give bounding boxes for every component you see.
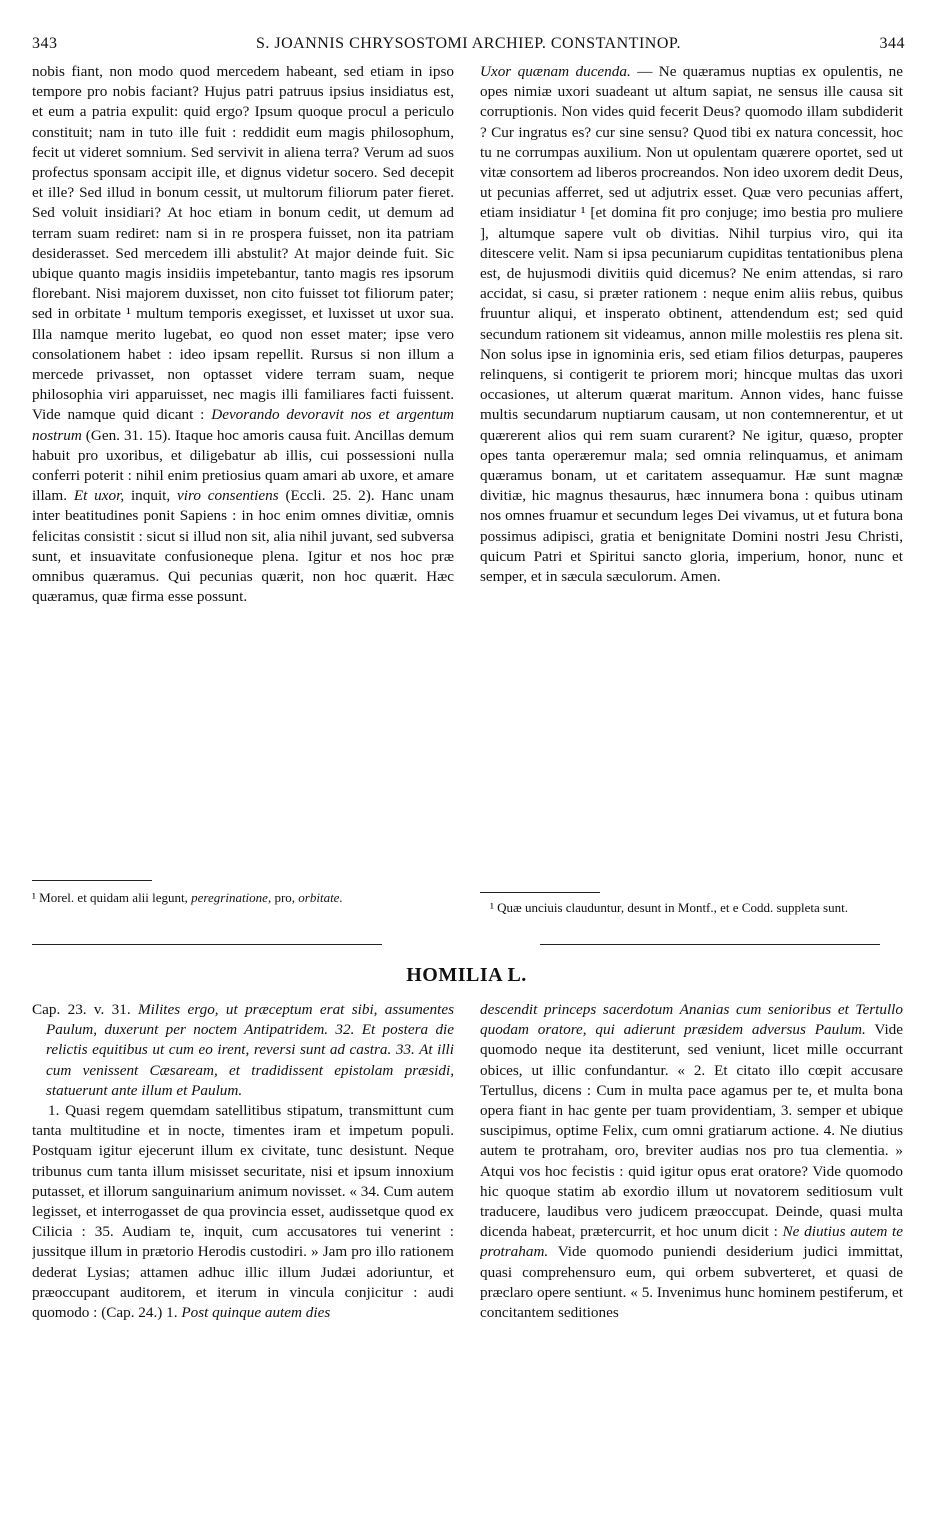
chapter-ref: Cap. 23. v. 31. [32,1001,131,1018]
upper-left-text-2: Itaque hoc amoris causa fuit. Ancillas demum habuit pro uxoribus, et diligebatur ab illis, cui possessioni nulla conferri poterit : nihil enim pretiosius quam amari ab uxore, et amare illam. [32,426,454,505]
lower-right-text-2: Vide quomodo puniendi desiderium judici immittat, quasi comprehensuro eum, qui orbem subverteret, et quasi de præclaro opere sentiunt. « 5. Invenimus hunc hominem pestiferum, et concitantem seditiones [480,1243,903,1322]
scripture-quote: Milites ergo, ut præceptum erat sibi, assumentes Paulum, duxerunt per noctem Antipatridem. 32. Et postera die relictis equitibus ut cum eo irent, reversi sunt ad castra. 33. At illi cum venissent Cæsaream, et tradidissent epistolam præsidi, statuerunt ante illum et Paulum. [46,1001,454,1099]
lower-right-quote: Ne diutius autem te protraham. [480,1223,903,1261]
footnote-italic: peregrinatione [191,890,268,905]
upper-right-footnote: ¹ Quæ unciuis clauduntur, desunt in Montf., et e Codd. suppleta sunt. [490,900,848,915]
page-number-right: 344 [879,35,905,52]
lower-left-tail: Post quinque autem dies [181,1304,331,1322]
lower-left-text: 1. Quasi regem quemdam satellitibus stipatum, transmittunt cum tanta multitudine et in nocte, timentes iram et impetum populi. Postquam igitur ejecerunt illum ex civitate, tunc desistunt. Neque tribunus cum tanta illum misisset securitate, nisi et ipsum innoxium putasset, et illorum sanguinarium animum novisset. « 34. Cum autem legisset, et interrogasset de qua provincia esset, audissetque quod ex Cilicia : 35. Audiam te, inquit, cum accusatores tui venerint : jussitque illum in prætorio Herodis custodiri. » Jam pro illo rationem dederat Lysias; attamen adhuc illic illum Judæi adoriuntur, et præoccupant auditorem, et iterum in vincula conjicitur : audi quomodo : (Cap. 24.) 1. [32,1102,454,1322]
footnote-text-b: , pro, [267,890,296,905]
ref-genesis: (Gen. 31. 15). [85,426,171,444]
footnote-text: ¹ Morel. et quidam alii legunt, [32,890,188,905]
section-lead: Uxor quænam ducenda. [480,63,631,80]
lower-right-column [480,1000,903,1520]
upper-left-column [32,62,454,872]
lower-right-italic: descendit princeps sacerdotum Ananias cum senioribus et Tertullo quodam oratore, qui adierunt præsidem adversus Paulum. [480,1001,903,1039]
upper-left-footnote [32,890,454,905]
footnote-rule-right [480,892,600,893]
footnote-rule-left [32,880,152,881]
upper-left-text-3: Hanc unam inter beatitudines ponit Sapiens : in hoc enim omnes divitiæ, omnis felicitas consistit : sicut si illud non sit, alia nihil juvant, sed subversa sunt, et insuavitate confusioneque plena. Igitur et nos hoc præ omnibus quæramus. Qui pecunias quærit, non hoc quærit. Hæc quæramus, quæ firma esse possunt. [32,487,454,606]
footnote-italic-2: orbitate. [298,890,343,905]
upper-left-text: nobis fiant, non modo quod mercedem habeant, sed etiam in ipso tempore pro nobis faciant? Hujus patri patruus ipsius insidiatus est, et eum a patria expulit: quid ergo? Ipsum quoque procul a periculo constituit; nam in tuto ille fuit : reddidit eum magis philosophum, fecit ut videret somnium. Sed servivit in aliena terra? Verum ad suos profectus sponsam accipit ille, et dignus videtur socero. Sed decepit et ille? Sed illud in bonum cessit, ut multorum filiorum pater fieret. Sed voluit insidiari? At hoc etiam in bonum cedit, ut demum ad terram suam rediret: nam si in re prospera fuisset, non ita patriam desiderasset. Sed mercedem illi abstulit? At major deinde fuit. Sic ubique quanto magis insidiis impetebantur, tanto magis res ipsorum florebant. Nisi majorem duxisset, non cito fuisset tot filiorum pater; sed in orbitate ¹ multum temporis exegisset, et luxisset ut uxor sua. Illa namque merito lugebat, eo quod non esset mater; ipse vero consolationem habet : ideo ipsam repellit. Rursus si non illum a mercede privasset, non optasset videre terram suam, neque philosophia viri apparuisset, nec magis illi familiares facti fuissent. Vide namque quid dicant : [32,63,454,424]
quote-genesis: Devorando devoravit nos et argentum nostrum [32,406,454,444]
lower-left-column [32,1000,454,1520]
upper-right-text: — Ne quæramus nuptias ex opulentis, ne opes nimiæ uxori suadeant ut altum sapiat, ne sensus ille causa sit corruptionis. Non vides quid fecerit Deus? quomodo illam subdiderit ? Cur ingratus es? cur sine sensu? Quod tibi ex natura concessit, hoc tu ne corrumpas auxilium. Non ut opulentam quærere oportet, sed ut vitæ consortem ad liberos procreandos. Non ideo uxorem dedit Deus, ut pecunias afferret, sed ut adjutrix esset. Quæ vero pecunias affert, etiam insidiatur ¹ [et domina fit pro conjuge; imo bestia pro muliere ], altumque sapere vult ob divitias. Nihil turpius viro, qui ita ditescere velit. Nam si ipsa pecuniarum cupiditas tentationibus plena est, de hujusmodi divitiis quid dicemus? Ne enim attendas, si raro accidat, si casu, si præter rationem : neque enim aliis rebus, quibus fruuntur aliqui, et insperato obtinent, attendendum est; sed quid secundum rationem sit videamus, annon mille molestiis res plena sit. Non solus ipse in ignominia eris, sed etiam filios deturpas, pauperes relinquens, si contigerit te priorem mori; hincque multas das uxori occasiones, ut alterum quærat maritum. Annon vides, hanc fuisse multis secundarum nuptiarum causam, ut non contemnerentur, et ut quærerent alios qui rem suam curarent? Ne igitur, quæso, propter opes tanta operæremur mala; sed omnia relinquamus, et animam quæramus bonam, ut et caritatem assequamur. Hæ sunt magnæ divitiæ, hic magnus thesaurus, hæc innumera bona : quibus utinam nos omnes fruamur et secundum leges Dei vivamus, ut et futura bona possimus adipisci, gratia et benignitate Domini nostri Jesu Christi, quicum Patri et Spiritui sancto gloria, imperium, honor, nunc et semper, et in sæcula sæculorum. Amen. [480,63,903,586]
upper-right-column [480,62,903,892]
separator-right [540,944,880,945]
ref-eccli: (Eccli. 25. 2). [285,487,375,505]
inquit: inquit, [130,487,171,505]
separator-left [32,944,382,945]
running-title: S. JOANNIS CHRYSOSTOMI ARCHIEP. CONSTANTINOP. [256,35,681,52]
quote-eccli-a: Et uxor, [73,487,125,505]
running-header [32,35,905,57]
quote-eccli-b: viro consentiens [177,487,279,505]
homily-title: HOMILIA L. [406,964,527,986]
page-number-left: 343 [32,35,58,52]
lower-right-text: Vide quomodo neque ita destiterunt, sed veniunt, licet mille occurrant obices, ut illic confundantur. « 2. Et citato illo cœpit accusare Tertullus, dicens : Cum in multa pace agamus per te, et multa bona opera fiant in hac gente per tuam providentiam, 3. semper et ubique suscipimus, optime Felix, cum omni gratiarum actione. 4. Ne diutius autem te protraham, oro, breviter audias nos pro tua clementia. » Atqui vos hoc fecistis : quid igitur opus erat oratore? Vide quomodo hic quoque statim ab exordio illum ut novatorem seditiosum vult traducere, laudibus vero judicem præoccupat. Deinde, quasi multa dicenda habeat, prætercurrit, et hoc unum dicit : [480,1021,903,1241]
